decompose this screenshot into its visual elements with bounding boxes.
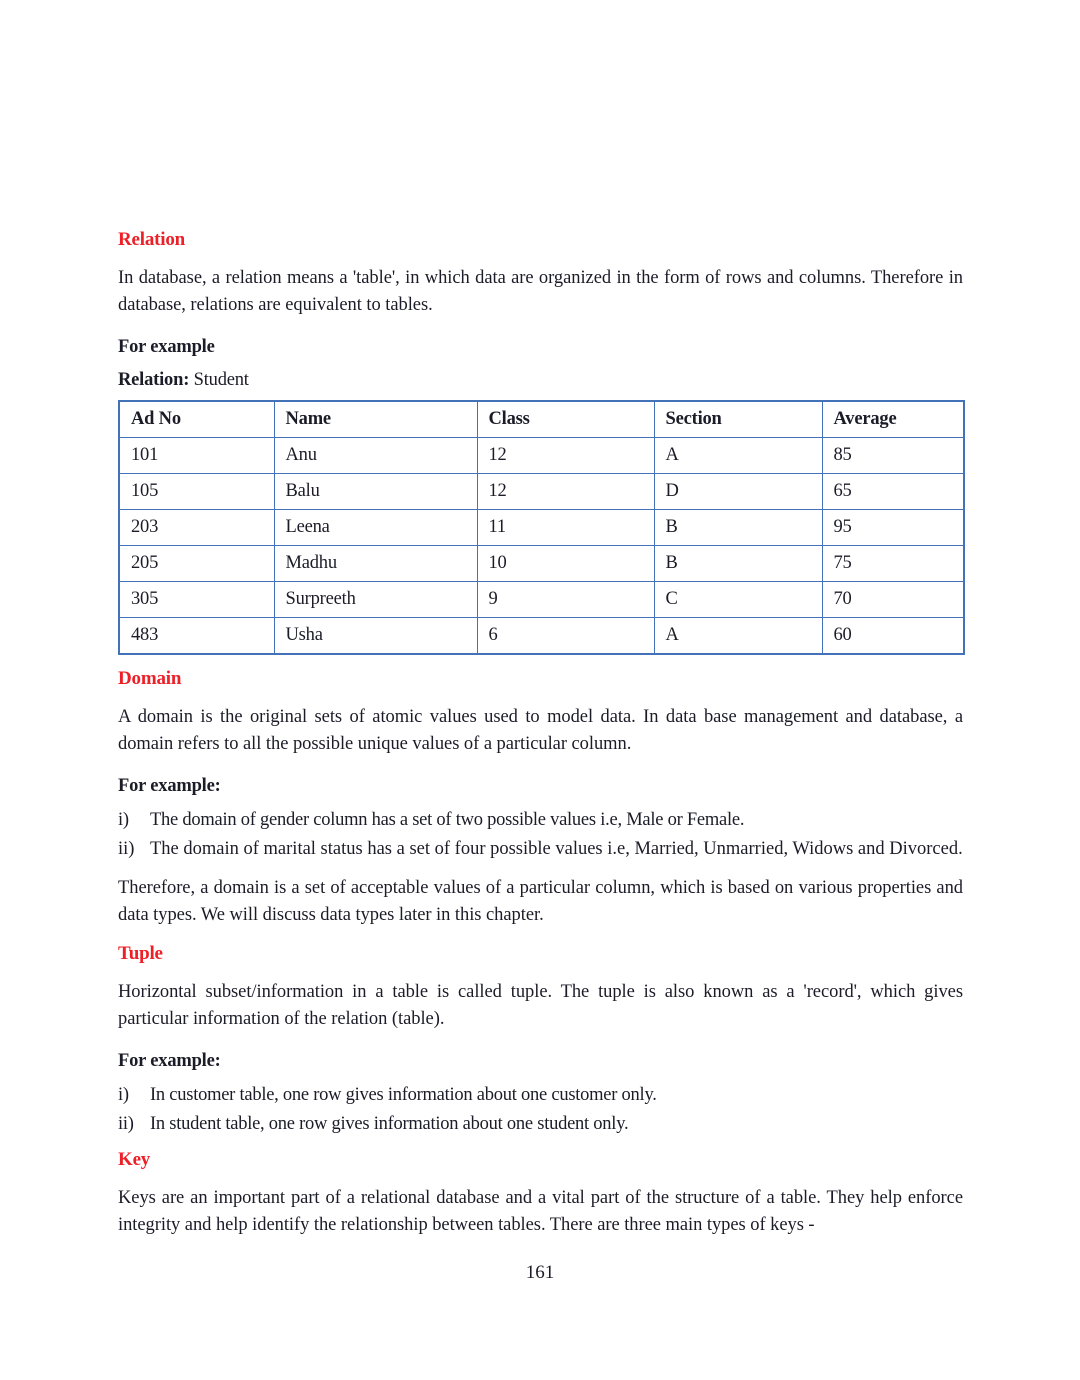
cell-ad-no: 105 — [119, 474, 274, 510]
relation-paragraph: In database, a relation means a 'table', in which data are organized in the form of rows and columns. Therefore in database, relations are equivalent to tables. — [118, 267, 963, 315]
cell-ad-no: 483 — [119, 618, 274, 654]
cell-name: Madhu — [274, 546, 477, 582]
list-item-text: In student table, one row gives information about one student only. — [150, 1113, 629, 1134]
tuple-example-list — [118, 1081, 963, 1138]
heading-key: Key — [118, 1148, 151, 1170]
cell-average: 65 — [822, 474, 964, 510]
cell-class: 12 — [477, 438, 654, 474]
cell-average: 75 — [822, 546, 964, 582]
list-item-text: The domain of marital status has a set of four possible values i.e, Married, Unmarried, Widows and Divorced. — [150, 838, 963, 859]
cell-name: Balu — [274, 474, 477, 510]
list-marker: i) — [118, 809, 129, 830]
cell-average: 70 — [822, 582, 964, 618]
domain-example-list — [118, 806, 963, 863]
cell-section: D — [654, 474, 822, 510]
cell-average: 95 — [822, 510, 964, 546]
cell-class: 6 — [477, 618, 654, 654]
list-item — [118, 806, 963, 834]
table-row — [119, 474, 964, 510]
cell-section: C — [654, 582, 822, 618]
list-item — [118, 1081, 963, 1109]
cell-ad-no: 205 — [119, 546, 274, 582]
cell-section: A — [654, 618, 822, 654]
cell-ad-no: 305 — [119, 582, 274, 618]
list-item-text: The domain of gender column has a set of two possible values i.e, Male or Female. — [150, 809, 745, 830]
student-relation-table — [118, 400, 965, 655]
column-header-class: Class — [477, 401, 654, 438]
cell-average: 60 — [822, 618, 964, 654]
table-row — [119, 546, 964, 582]
cell-class: 10 — [477, 546, 654, 582]
tuple-paragraph: Horizontal subset/information in a table is called tuple. The tuple is also known as a 'record', which gives particular information of the relation (table). — [118, 981, 963, 1029]
domain-for-example-label: For example: — [118, 775, 221, 796]
cell-name: Usha — [274, 618, 477, 654]
cell-ad-no: 203 — [119, 510, 274, 546]
relation-subject-line — [118, 367, 963, 393]
cell-class: 12 — [477, 474, 654, 510]
table-row — [119, 438, 964, 474]
domain-closing-paragraph: Therefore, a domain is a set of acceptable values of a particular column, which is based on various properties and data types. We will discuss data types later in this chapter. — [118, 877, 963, 925]
cell-section: B — [654, 510, 822, 546]
list-marker: i) — [118, 1084, 129, 1105]
heading-tuple: Tuple — [118, 942, 163, 964]
relation-value: Student — [193, 369, 249, 390]
tuple-for-example-label: For example: — [118, 1050, 221, 1071]
page-number: 161 — [525, 1262, 555, 1283]
column-header-name: Name — [274, 401, 477, 438]
cell-name: Surpreeth — [274, 582, 477, 618]
column-header-ad-no: Ad No — [119, 401, 274, 438]
relation-label: Relation: — [118, 369, 190, 390]
list-item-text: In customer table, one row gives information about one customer only. — [150, 1084, 657, 1105]
cell-average: 85 — [822, 438, 964, 474]
heading-relation: Relation — [118, 229, 186, 250]
cell-class: 9 — [477, 582, 654, 618]
table-header-row — [119, 401, 964, 438]
column-header-average: Average — [822, 401, 964, 438]
cell-name: Anu — [274, 438, 477, 474]
cell-ad-no: 101 — [119, 438, 274, 474]
list-item — [118, 1110, 963, 1138]
cell-section: B — [654, 546, 822, 582]
list-item — [118, 835, 963, 863]
column-header-section: Section — [654, 401, 822, 438]
relation-for-example-label: For example — [118, 336, 215, 357]
domain-paragraph: A domain is the original sets of atomic values used to model data. In data base management and database, a domain refers to all the possible unique values of a particular column. — [118, 706, 963, 754]
cell-class: 11 — [477, 510, 654, 546]
cell-section: A — [654, 438, 822, 474]
list-marker: ii) — [118, 838, 135, 859]
heading-domain: Domain — [118, 667, 182, 689]
table-row — [119, 510, 964, 546]
cell-name: Leena — [274, 510, 477, 546]
table-row — [119, 618, 964, 654]
table-row — [119, 582, 964, 618]
key-paragraph: Keys are an important part of a relational database and a vital part of the structure of a table. They help enforce integrity and help identify the relationship between tables. There are three main types of keys - — [118, 1187, 963, 1235]
list-marker: ii) — [118, 1113, 134, 1134]
page-content — [118, 230, 963, 1254]
